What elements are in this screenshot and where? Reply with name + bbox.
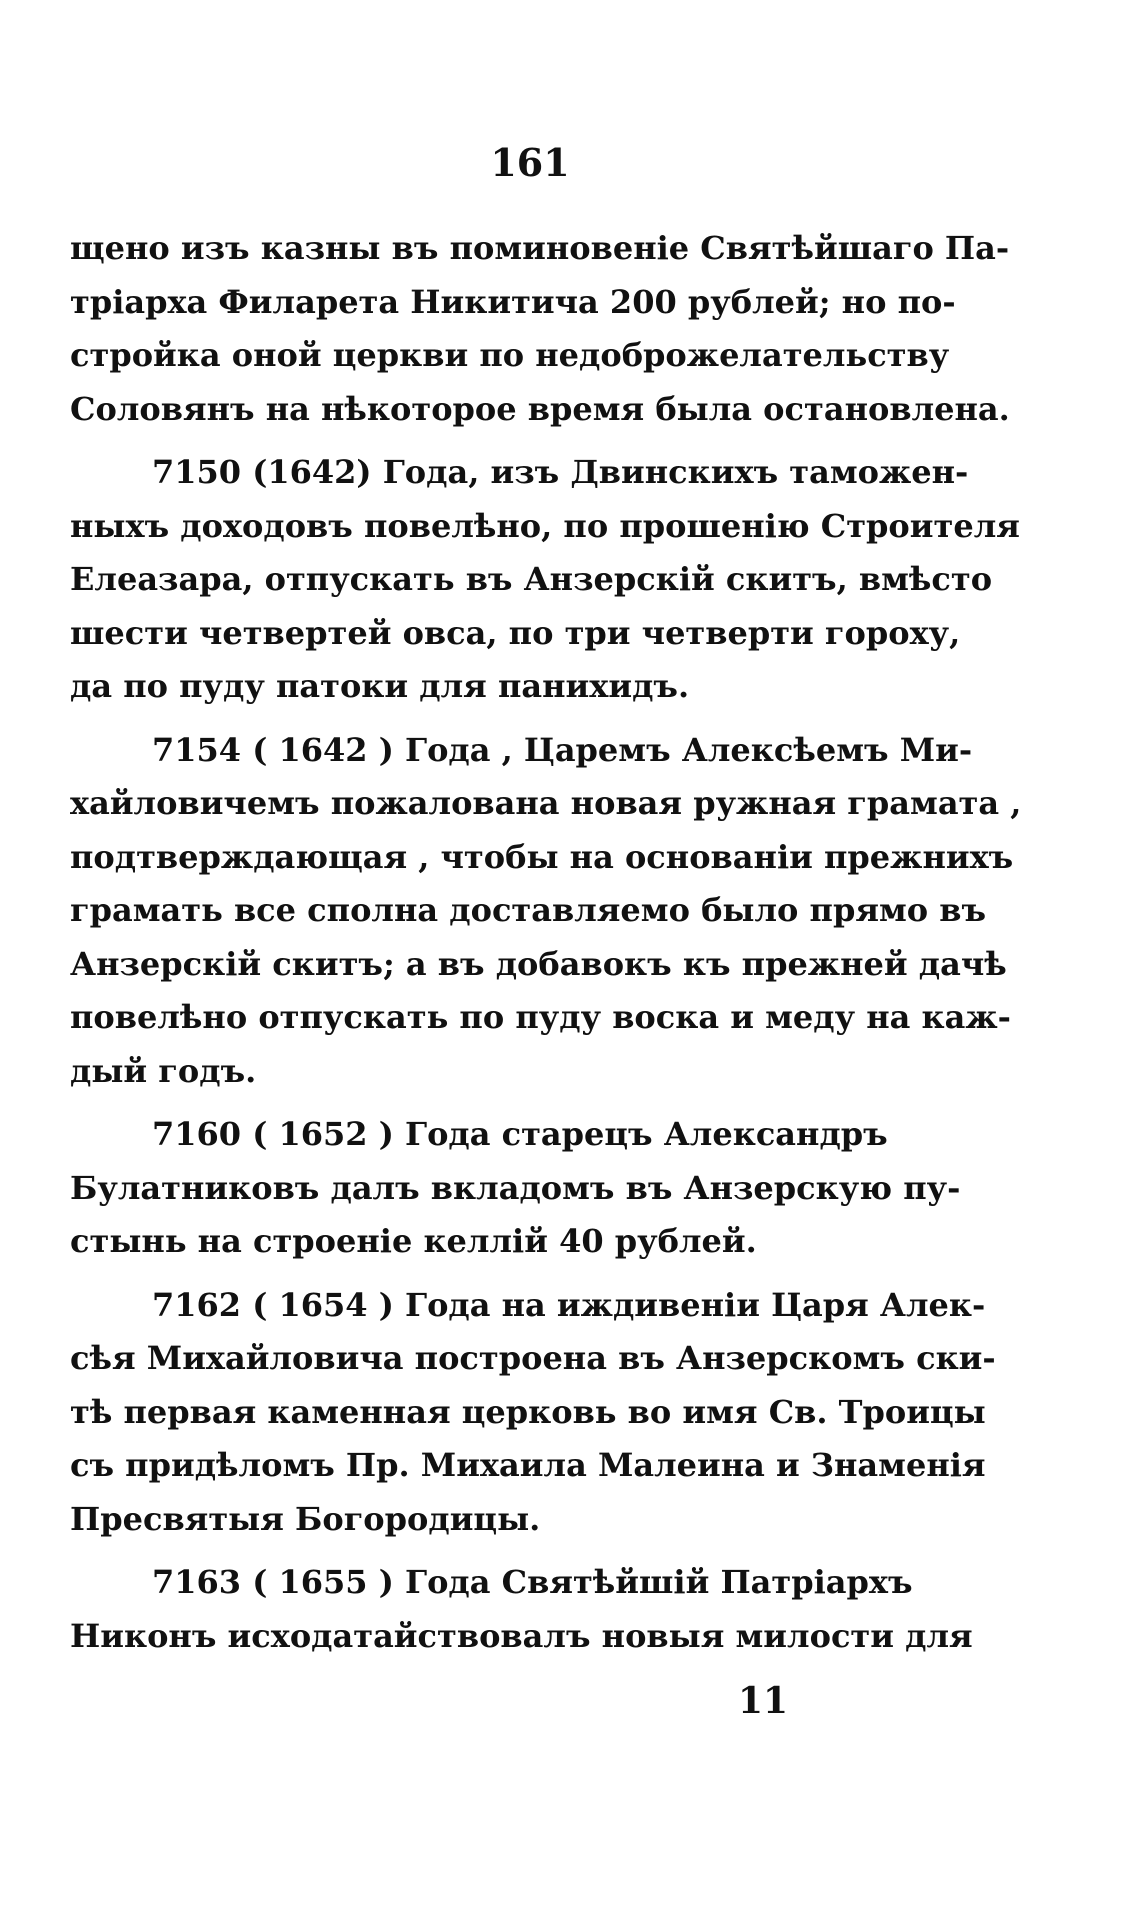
text-line: хайловичемъ пожалована новая ружная грамата , [70,784,1022,822]
paragraph [70,1556,973,1663]
text-line: 7162 ( 1654 ) Года на иждивенiи Царя Алек- [152,1285,986,1324]
paragraph [70,1279,996,1547]
text-line: стынь на строенiе келлiй 40 рублей. [70,1222,757,1260]
text-line: 7150 (1642) Года, изъ Двинскихъ таможен- [152,453,969,491]
text-line: подтверждающая , чтобы на основанiи прежнихъ [70,837,1014,876]
paragraph [70,724,1022,1099]
text-line: 7154 ( 1642 ) Года , Царемъ Алексѣемъ Ми- [152,730,973,769]
text-line: Никонъ исходатайствовалъ новыя милости для [70,1616,973,1655]
page-number: 161 [490,140,570,185]
text-line: Анзерскiй скитъ; а въ добавокъ къ прежней дачѣ [70,944,1007,983]
text-line: повелѣно отпускать по пуду воска и меду на каж- [70,998,1011,1036]
text-line: 7160 ( 1652 ) Года старецъ Александръ [152,1115,888,1153]
text-line: да по пуду патоки для панихидъ. [70,667,690,705]
text-line: Соловянъ на нѣкоторое время была остановлена. [70,389,1010,428]
text-line: Елеазара, отпускать въ Анзерскiй скитъ, вмѣсто [70,560,993,598]
body-text [70,222,1022,1673]
text-line: сѣя Михайловича построена въ Анзерскомъ ски- [70,1339,996,1377]
paragraph [70,222,1010,436]
text-line: 7163 ( 1655 ) Года Святѣйшiй Патрiархъ [152,1563,913,1601]
text-line: ныхъ доходовъ повелѣно, по прошенiю Строителя [70,506,1020,545]
text-line: Пресвятыя Богородицы. [70,1499,541,1538]
text-line: шести четвертей овса, по три четверти гороху, [70,613,961,652]
paragraph [70,1108,961,1269]
signature-mark: 11 [738,1680,789,1722]
text-line: стройка оной церкви по недоброжелательству [70,336,950,374]
text-line: дый годъ. [70,1051,257,1090]
paragraph [70,446,1020,714]
text-line: щено изъ казны въ поминовенiе Святѣйшаго Па- [70,229,1010,267]
text-line: трiарха Филарета Никитича 200 рублей; но по- [70,282,956,321]
text-line: Булатниковъ далъ вкладомъ въ Анзерскую пу- [70,1168,961,1207]
text-line: тѣ первая каменная церковь во имя Св. Троицы [70,1392,986,1431]
text-line: грамать все сполна доставляемо было прямо въ [70,891,987,929]
text-line: съ придѣломъ Пр. Михаила Малеина и Знаменiя [70,1446,986,1484]
